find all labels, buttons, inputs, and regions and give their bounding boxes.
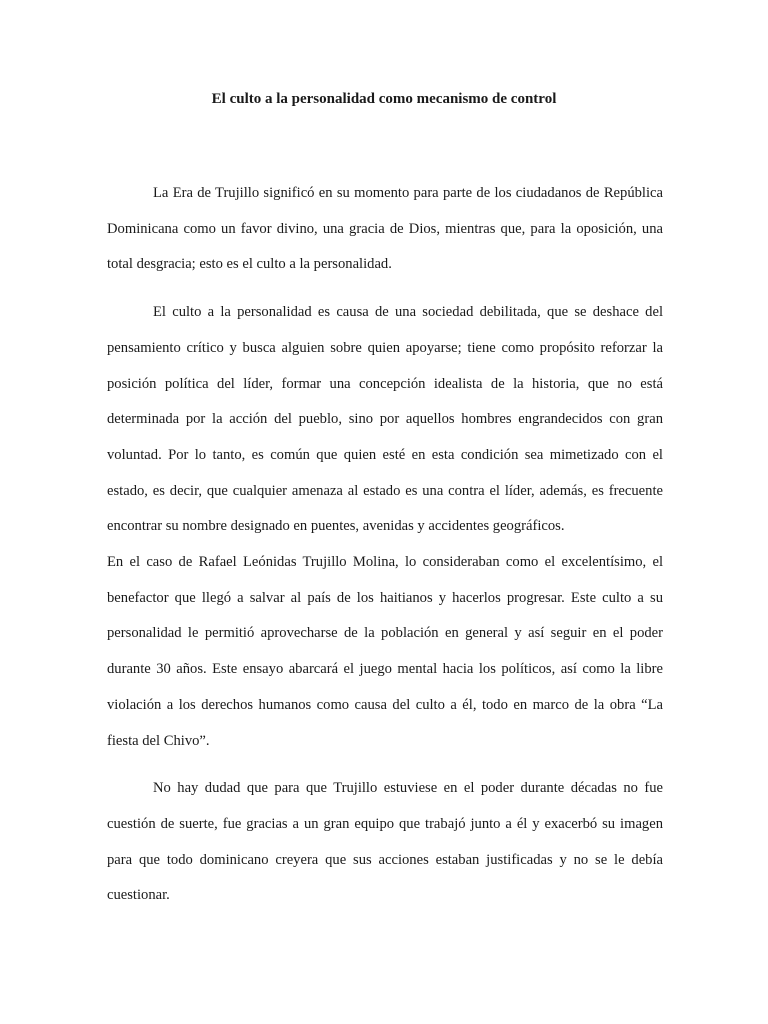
document-body [107,176,663,914]
paragraph-1: La Era de Trujillo significó en su momento para parte de los ciudadanos de República Dominicana como un favor divino, una gracia de Dios, mientras que, para la oposición, una total desgracia; esto es el culto a la personalidad. [107,185,663,273]
paragraph-4: No hay dudad que para que Trujillo estuviese en el poder durante décadas no fue cuestión de suerte, fue gracias a un gran equipo que trabajó junto a él y exacerbó su imagen para que todo dominicano creyera que sus acciones estaban justificadas y no se le debía cuestionar. [107,780,663,904]
paragraph-3: En el caso de Rafael Leónidas Trujillo Molina, lo consideraban como el excelentísimo, el benefactor que llegó a salvar al país de los haitianos y hacerlos progresar. Este culto a su personalidad le permitió aprovecharse de la población en general y así seguir en el poder durante 30 años. Este ensayo abarcará el juego mental hacia los políticos, así como la libre violación a los derechos humanos como causa del culto a él, todo en marco de la obra “La fiesta del Chivo”. [107,554,663,749]
document-title: El culto a la personalidad como mecanismo de control [211,91,557,107]
paragraph-2: El culto a la personalidad es causa de una sociedad debilitada, que se deshace del pensamiento crítico y busca alguien sobre quien apoyarse; tiene como propósito reforzar la posición política del líder, formar una concepción idealista de la historia, que no está determinada por la acción del pueblo, sino por aquellos hombres engrandecidos con gran voluntad. Por lo tanto, es común que quien esté en esta condición sea mimetizado con el estado, es decir, que cualquier amenaza al estado es una contra el líder, además, es frecuente encontrar su nombre designado en puentes, avenidas y accidentes geográficos. [107,304,663,535]
